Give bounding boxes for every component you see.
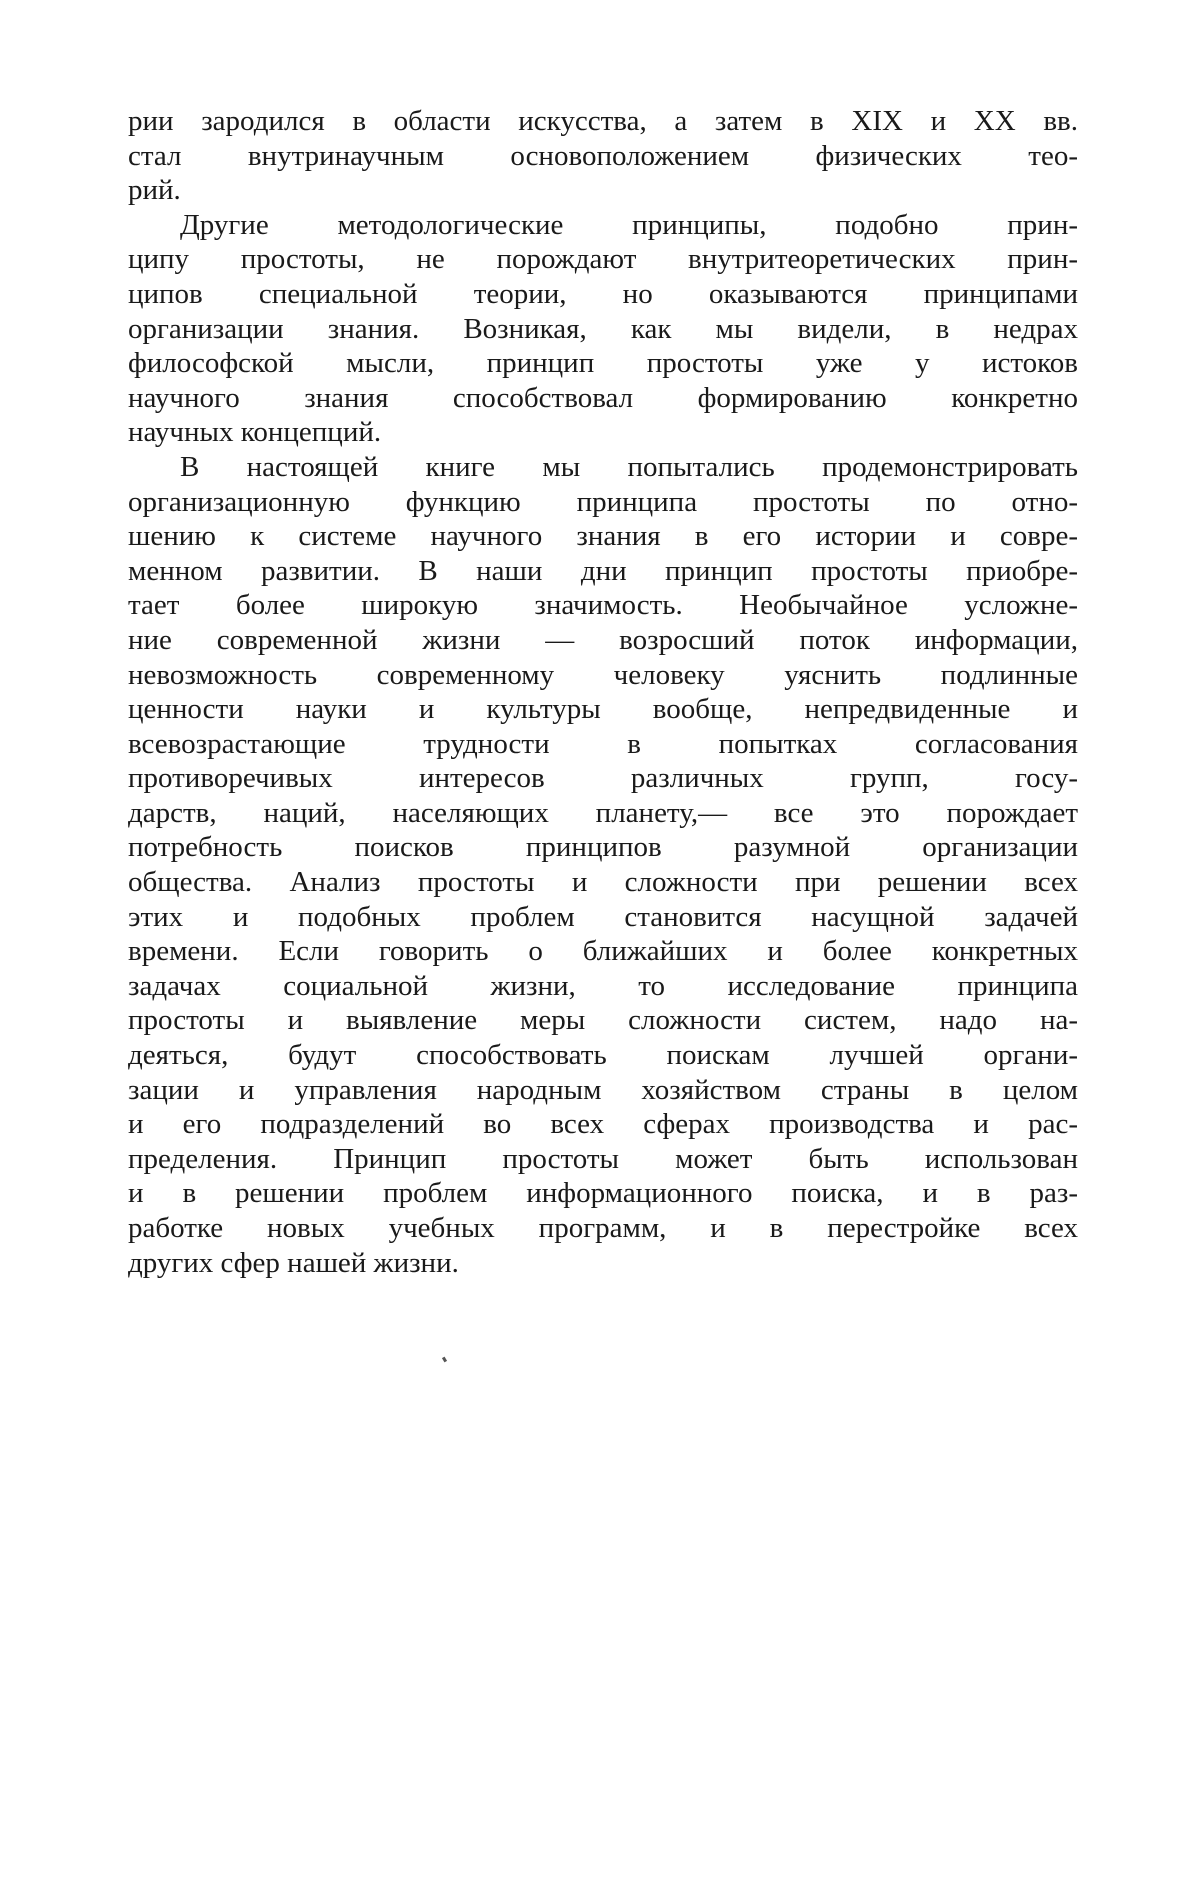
text-line: организации знания. Возникая, как мы видели, в недрах	[128, 312, 1078, 345]
text-line: деяться, будут способствовать поискам лучшей органи-	[128, 1039, 1078, 1072]
text-line: общества. Анализ простоты и сложности при решении всех	[128, 866, 1078, 899]
text-line: Другие методологические принципы, подобно прин-	[180, 208, 1078, 241]
text-line: простоты и выявление меры сложности систем, надо на-	[128, 1004, 1078, 1037]
text-line: задачах социальной жизни, то исследование принципа	[128, 969, 1078, 1002]
text-line: всевозрастающие трудности в попытках согласования	[128, 727, 1078, 760]
text-line: ципу простоты, не порождают внутритеоретических прин-	[128, 243, 1078, 276]
paragraph-2	[128, 208, 1078, 450]
text-line: научного знания способствовал формированию конкретно	[128, 381, 1078, 414]
text-line: рий.	[128, 174, 181, 207]
text-line: тает более широкую значимость. Необычайное усложне-	[128, 589, 1078, 622]
text-line: философской мысли, принцип простоты уже у истоков	[128, 347, 1078, 380]
text-line: и его подразделений во всех сферах производства и рас-	[128, 1108, 1078, 1141]
text-line: работке новых учебных программ, и в перестройке всех	[128, 1212, 1078, 1244]
text-line: В настоящей книге мы попытались продемонстрировать	[180, 450, 1078, 483]
text-line: рии зародился в области искусства, а затем в XIX и XX вв.	[128, 105, 1078, 137]
text-line: ние современной жизни — возросший поток информации,	[128, 623, 1078, 656]
text-line: менном развитии. В наши дни принцип простоты приобре-	[128, 554, 1078, 587]
text-line: шению к системе научного знания в его истории и совре-	[128, 520, 1078, 553]
text-line: ценности науки и культуры вообще, непредвиденные и	[128, 693, 1078, 726]
text-line: невозможность современному человеку уяснить подлинные	[128, 658, 1078, 691]
text-line: организационную функцию принципа простоты по отно-	[128, 485, 1078, 518]
text-line: научных концепций.	[128, 416, 382, 449]
text-line: этих и подобных проблем становится насущной задачей	[128, 900, 1078, 933]
text-line: пределения. Принцип простоты может быть использован	[128, 1142, 1078, 1175]
text-line: дарств, наций, населяющих планету,— все это порождает	[128, 796, 1078, 829]
text-line: потребность поисков принципов разумной организации	[128, 831, 1078, 864]
page-text	[128, 104, 1078, 1280]
text-line: других сфер нашей жизни.	[128, 1246, 459, 1279]
print-speck	[442, 1357, 447, 1363]
paragraph-3	[128, 450, 1078, 1280]
text-line: противоречивых интересов различных групп, госу-	[128, 762, 1078, 795]
text-line: ципов специальной теории, но оказываются принципами	[128, 277, 1078, 310]
text-line: времени. Если говорить о ближайших и более конкретных	[128, 935, 1078, 968]
text-line: стал внутринаучным основоположением физических тео-	[128, 139, 1078, 172]
paragraph-1	[128, 104, 1078, 208]
text-line: и в решении проблем информационного поиска, и в раз-	[128, 1177, 1078, 1210]
text-line: зации и управления народным хозяйством страны в целом	[128, 1073, 1078, 1106]
